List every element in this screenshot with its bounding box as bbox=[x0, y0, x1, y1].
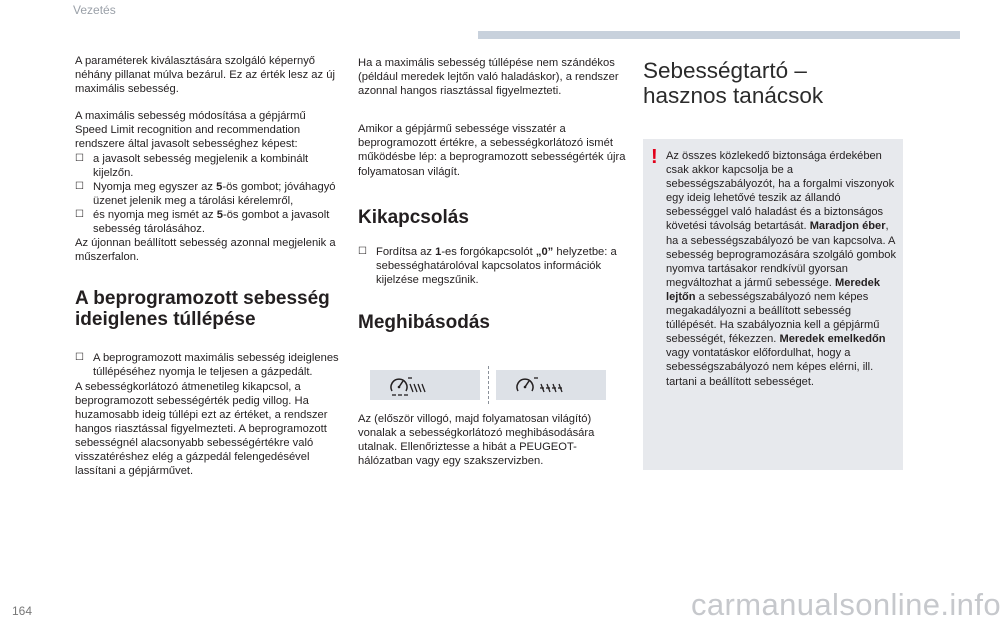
list-item: ☐ Fordítsa az 1-es forgókapcsolót „0” helyzetbe: a sebességhatárolóval kapcsolatos információk kijelzése megszűnik. bbox=[358, 245, 617, 286]
section-heading: A beprogramozott sebesség ideiglenes túllépése bbox=[75, 288, 330, 331]
paragraph: A paraméterek kiválasztására szolgáló képernyő néhány pillanat múlva bezárul. Ez az érték lesz az új maximális sebesség. bbox=[75, 55, 335, 96]
column-2 bbox=[358, 56, 628, 333]
speedometer-dashes-icon bbox=[496, 370, 606, 400]
header-bar bbox=[478, 31, 960, 39]
list-item: ☐ és nyomja meg ismét az 5-ös gombot a javasolt sebesség tárolásához. bbox=[75, 208, 330, 236]
speedometer-dashes-icon bbox=[370, 370, 480, 400]
paragraph: A maximális sebesség módosítása a gépjármű Speed Limit recognition and recommendation rendszere által javasolt sebességhez képest: bbox=[75, 110, 306, 151]
paragraph: Az (először villogó, majd folyamatosan világító) vonalak a sebességkorlátozó meghibásodására utalnak. Ellenőriztesse a hibát a PEUGEOT-hálózatban vagy egy szakszervizben. bbox=[358, 413, 595, 468]
fault-icons bbox=[370, 366, 606, 404]
bullet-icon: ☐ bbox=[75, 208, 84, 220]
warning-text: Az összes közlekedő biztonsága érdekében csak akkor kapcsolja be a sebességszabályozót, ha a forgalmi viszonyok egy ideig lehetővé teszik az állandó sebességgel való haladást és a biztonságos követési távolság betartását. Maradjon éber, ha a sebességszabályozó be van kapcsolva. A sebesség beprogramozására szolgáló gombok nyomva tartásakor rendkívül gyorsan megváltozhat a jármű sebessége. Meredek lejtőn a sebességszabályozó nem képes megakadályozni a beállított sebesség túllépését. Ha szabályoznia kell a gépjármű sebességét, fékezzen. Meredek emelkedőn vagy vontatáskor előfordulhat, hogy a sebességszabályozó nem képes elérni, ill. tartani a beállított sebességet. bbox=[666, 150, 897, 388]
bullet-icon: ☐ bbox=[75, 180, 84, 192]
warning-note bbox=[643, 139, 903, 470]
paragraph: Ha a maximális sebesség túllépése nem szándékos (például meredek lejtőn való haladáskor), a rendszer azonnal hangos riasztással figyelmezteti. bbox=[358, 57, 619, 98]
bullet-icon: ☐ bbox=[75, 152, 84, 164]
column-1 bbox=[75, 54, 340, 478]
footer-watermark: carmanualsonline.info bbox=[691, 587, 1001, 622]
paragraph: Amikor a gépjármű sebessége visszatér a beprogramozott értékre, a sebességkorlátozó ismét működésbe lép: a beprogramozott sebességérték újra folyamatosan világít. bbox=[358, 123, 626, 178]
fault-text bbox=[358, 412, 630, 468]
page-number: 164 bbox=[12, 604, 33, 618]
paragraph: Az újonnan beállított sebesség azonnal megjelenik a műszerfalon. bbox=[75, 237, 336, 264]
section-heading: Sebességtartó – hasznos tanácsok bbox=[643, 58, 824, 108]
bullet-icon: ☐ bbox=[75, 352, 84, 364]
section-label: Vezetés bbox=[73, 3, 116, 17]
column-3 bbox=[643, 58, 908, 108]
bullet-icon: ☐ bbox=[358, 245, 367, 257]
exclamation-icon: ! bbox=[651, 146, 658, 168]
list-item: ☐ A beprogramozott maximális sebesség ideiglenes túllépéséhez nyomja le teljesen a gázpedált. bbox=[75, 352, 339, 379]
divider bbox=[488, 366, 490, 404]
section-heading: Meghibásodás bbox=[358, 311, 490, 333]
list-item: ☐ a javasolt sebesség megjelenik a kombinált kijelzőn. bbox=[75, 152, 309, 179]
section-heading: Kikapcsolás bbox=[358, 206, 469, 228]
list-item: ☐ Nyomja meg egyszer az 5-ös gombot; jóváhagyó üzenet jelenik meg a tárolási kérelemről, bbox=[75, 180, 336, 207]
paragraph: A sebességkorlátozó átmenetileg kikapcsol, a beprogramozott sebességérték pedig villog. Ha huzamosabb ideig túllépi ezt az értéket, a rendszer hangos riasztással figyelmezteti. A beprogramozott sebességnél alacsonyabb sebességértékre való visszatéréshez elég a gázpedál felengedésével lassítani a gépjárművet. bbox=[75, 380, 328, 478]
